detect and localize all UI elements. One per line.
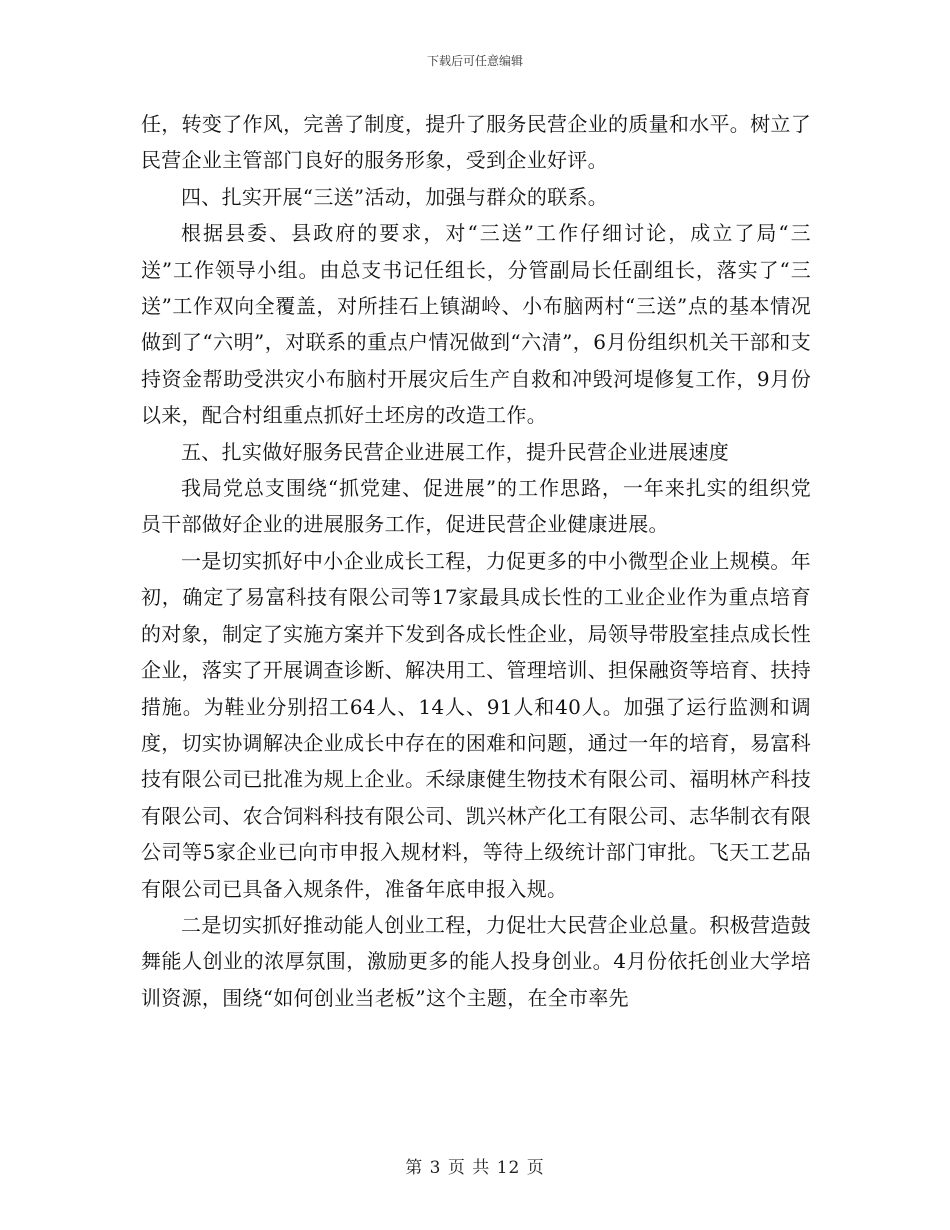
paragraph-continuation: 任，转变了作风，完善了制度，提升了服务民营企业的质量和水平。树立了民营企业主管部门良好的服务形象，受到企业好评。 [141,112,811,173]
document-body [141,106,811,1016]
page-header: 下载后可任意编辑 [426,54,523,68]
page-number-footer: 第 3 页 共 12 页 [405,1158,545,1178]
paragraph-growth-project: 一是切实抓好中小企业成长工程，力促更多的中小微型企业上规模。年初，确定了易富科技有限公司等17家最具成长性的工业企业作为重点培育的对象，制定了实施方案并下发到各成长性企业，局领导带股室挂点成长性企业，落实了开展调查诊断、解决用工、管理培训、担保融资等培育、扶持措施。为鞋业分别招工64人、14人、91人和40人。加强了运行监测和调度，切实协调解决企业成长中存在的困难和问题，通过一年的培育，易富科技有限公司已批准为规上企业。禾绿康健生物技术有限公司、福明林产科技有限公司、农合饲料科技有限公司、凯兴林产化工有限公司、志华制衣有限公司等5家企业已向市申报入规材料，等待上级统计部门审批。飞天工艺品有限公司已具备入规条件，准备年底申报入规。 [141,548,811,901]
paragraph-party-branch: 我局党总支围绕“抓党建、促进展”的工作思路，一年来扎实的组织党员干部做好企业的进展服务工作，促进民营企业健康进展。 [141,476,811,537]
section-heading-five: 五、扎实做好服务民营企业进展工作，提升民营企业进展速度 [181,439,730,464]
section-heading-four: 四、扎实开展“三送”活动，加强与群众的联系。 [181,184,609,209]
paragraph-sansong: 根据县委、县政府的要求，对“三送”工作仔细讨论，成立了局“三送”工作领导小组。由总支书记任组长，分管副局长任副组长，落实了“三送”工作双向全覆盖，对所挂石上镇湖岭、小布脑两村“三送”点的基本情况做到了“六明”，对联系的重点户情况做到“六清”，6月份组织机关干部和支持资金帮助受洪灾小布脑村开展灾后生产自救和冲毁河堤修复工作，9月份以来，配合村组重点抓好土坯房的改造工作。 [141,221,811,428]
paragraph-entrepreneur-project: 二是切实抓好推动能人创业工程，力促壮大民营企业总量。积极营造鼓舞能人创业的浓厚氛围，激励更多的能人投身创业。4月份依托创业大学培训资源，围绕“如何创业当老板”这个主题，在全市率先 [141,912,811,1010]
